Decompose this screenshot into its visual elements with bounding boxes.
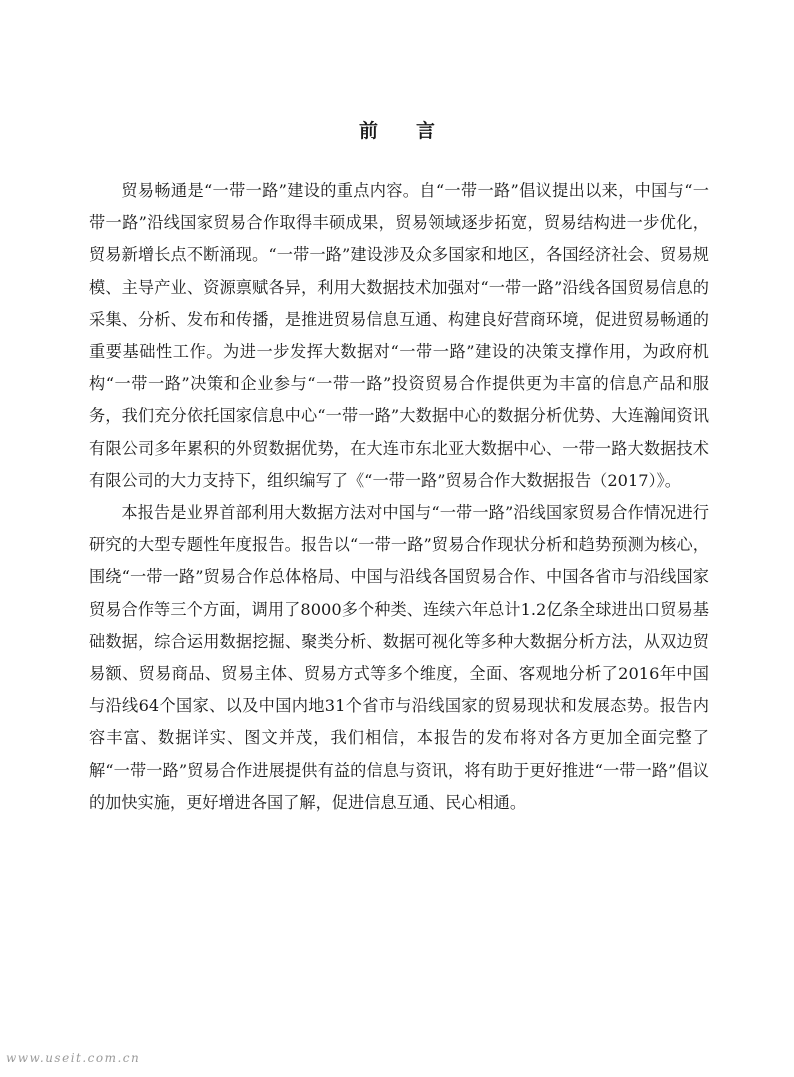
preface-body	[89, 175, 709, 819]
title-char-2: 言	[416, 120, 436, 142]
paragraph-1: 贸易畅通是“一带一路”建设的重点内容。自“一带一路”倡议提出以来，中国与“一带一路”沿线国家贸易合作取得丰硕成果，贸易领域逐步拓宽，贸易结构进一步优化，贸易新增长点不断涌现。“一带一路”建设涉及众多国家和地区，各国经济社会、贸易规模、主导产业、资源禀赋各异，利用大数据技术加强对“一带一路”沿线各国贸易信息的采集、分析、发布和传播，是推进贸易信息互通、构建良好营商环境，促进贸易畅通的重要基础性工作。为进一步发挥大数据对“一带一路”建设的决策支撑作用，为政府机构“一带一路”决策和企业参与“一带一路”投资贸易合作提供更为丰富的信息产品和服务，我们充分依托国家信息中心“一带一路”大数据中心的数据分析优势、大连瀚闻资讯有限公司多年累积的外贸数据优势，在大连市东北亚大数据中心、一带一路大数据技术有限公司的大力支持下，组织编写了《“一带一路”贸易合作大数据报告（2017）》。	[89, 181, 709, 490]
title-char-1: 前	[358, 120, 378, 142]
page-title	[0, 116, 794, 146]
paragraph-2: 本报告是业界首部利用大数据方法对中国与“一带一路”沿线国家贸易合作情况进行研究的大型专题性年度报告。报告以“一带一路”贸易合作现状分析和趋势预测为核心，围绕“一带一路”贸易合作总体格局、中国与沿线各国贸易合作、中国各省市与沿线国家贸易合作等三个方面，调用了8000多个种类、连续六年总计1.2亿条全球进出口贸易基础数据，综合运用数据挖掘、聚类分析、数据可视化等多种大数据分析方法，从双边贸易额、贸易商品、贸易主体、贸易方式等多个维度，全面、客观地分析了2016年中国与沿线64个国家、以及中国内地31个省市与沿线国家的贸易现状和发展态势。报告内容丰富、数据详实、图文并茂，我们相信，本报告的发布将对各方更加全面完整了解“一带一路”贸易合作进展提供有益的信息与资讯，将有助于更好推进“一带一路”倡议的加快实施，更好增进各国了解，促进信息互通、民心相通。	[89, 503, 709, 812]
watermark: www.useit.com.cn	[6, 1051, 141, 1065]
